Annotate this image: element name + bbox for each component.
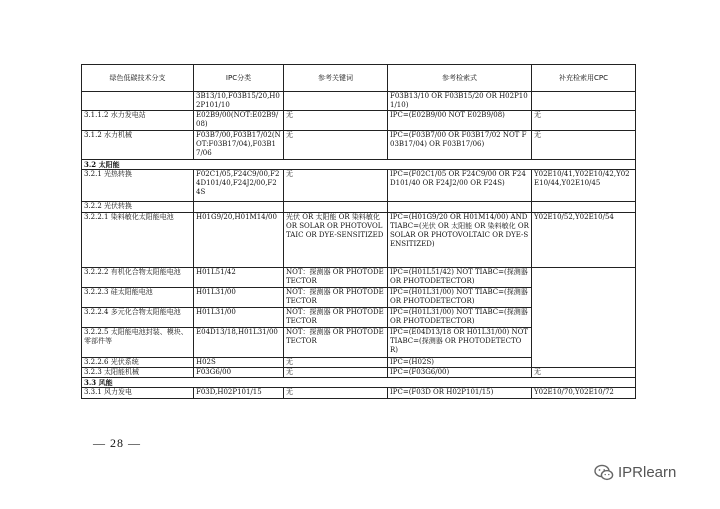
table-row: [82, 202, 636, 213]
cell-ipc: F03G6/00: [194, 368, 284, 378]
cell-query: IPC=(F03D OR H02P101/15): [388, 388, 532, 399]
cell-keywords: 无: [284, 111, 388, 131]
cell-branch: 3.2.2 光伏转换: [82, 202, 194, 213]
section-heading: 3.2 太阳能: [82, 160, 636, 170]
cell-keywords: [284, 202, 388, 213]
cell-keywords: [284, 92, 388, 111]
cell-keywords: NOT：探测器 OR PHOTODETECTOR: [284, 288, 388, 308]
cell-query: IPC=(H01G9/20 OR H01M14/00) AND TIABC=(光伏 OR 太阳能 OR 染料敏化 OR SOLAR OR PHOTOVOLTAIC OR DYE-SENSITIZED): [388, 213, 532, 268]
cell-query: IPC=(F03G6/00): [388, 368, 532, 378]
table-row: [82, 92, 636, 111]
table-row: [82, 268, 636, 288]
cell-query: F03B13/10 OR F03B15/20 OR H02P101/10): [388, 92, 532, 111]
table-row: [82, 131, 636, 160]
cell-cpc: [532, 202, 636, 213]
table-row: [82, 170, 636, 202]
watermark: [594, 464, 676, 481]
cell-ipc: F03D,H02P101/15: [194, 388, 284, 399]
cell-query: IPC=(E04D13/18 OR H01L31/00) NOT TIABC=(探测器 OR PHOTODETECTOR): [388, 328, 532, 358]
cell-branch: 3.2.2.2 有机化合物太阳能电池: [82, 268, 194, 288]
cell-query: IPC=(F02C1/05 OR F24C9/00 OR F24D101/40 OR F24J2/00 OR F24S): [388, 170, 532, 202]
page-number: — 28 —: [93, 436, 141, 450]
cell-query: IPC=(H01L51/42) NOT TIABC=(探测器 OR PHOTODETECTOR): [388, 268, 532, 288]
cell-keywords: NOT：探测器 OR PHOTODETECTOR: [284, 328, 388, 358]
cell-ipc: H01L31/00: [194, 308, 284, 328]
cell-ipc: E02B9/00(NOT:E02B9/08): [194, 111, 284, 131]
section-heading: 3.3 风能: [82, 378, 636, 388]
cell-keywords: NOT：探测器 OR PHOTODETECTOR: [284, 268, 388, 288]
cell-branch: 3.2.2.5 太阳能电池封装、模块、零部件等: [82, 328, 194, 358]
cell-ipc: 3B13/10,F03B15/20,H02P101/10: [194, 92, 284, 111]
cell-cpc: Y02E10/70,Y02E10/72: [532, 388, 636, 399]
cell-query: IPC=(H02S): [388, 358, 532, 368]
cell-ipc: F03B7/00,F03B17/02(NOT:F03B17/04),F03B17/06: [194, 131, 284, 160]
cell-query: IPC=(F03B7/00 OR F03B17/02 NOT F03B17/04) OR F03B17/06): [388, 131, 532, 160]
section-row: [82, 378, 636, 388]
header-keywords: 参考关键词: [284, 65, 388, 92]
cell-branch: 3.1.2 水力机械: [82, 131, 194, 160]
cell-cpc: Y02E10/52,Y02E10/54: [532, 213, 636, 268]
cell-query: [388, 202, 532, 213]
patent-classification-table: [81, 64, 636, 399]
cell-ipc: H02S: [194, 358, 284, 368]
cell-cpc: [532, 92, 636, 111]
cell-ipc: H01G9/20,H01M14/00: [194, 213, 284, 268]
cell-branch: 3.2.3 太阳能机械: [82, 368, 194, 378]
header-ipc: IPC分类: [194, 65, 284, 92]
table-row: [82, 388, 636, 399]
cell-keywords: 无: [284, 131, 388, 160]
cell-cpc: 无: [532, 131, 636, 160]
cell-branch: 3.2.1 光热转换: [82, 170, 194, 202]
table-row: [82, 213, 636, 268]
table-row: [82, 368, 636, 378]
header-query: 参考检索式: [388, 65, 532, 92]
header-branch: 绿色低碳技术分支: [82, 65, 194, 92]
cell-keywords: NOT：探测器 OR PHOTODETECTOR: [284, 308, 388, 328]
cell-branch: 3.2.2.6 光伏系统: [82, 358, 194, 368]
cell-cpc: [532, 268, 636, 368]
cell-cpc: Y02E10/41,Y02E10/42,Y02E10/44,Y02E10/45: [532, 170, 636, 202]
cell-ipc: H01L51/42: [194, 268, 284, 288]
cell-query: IPC=(H01L31/00) NOT TIABC=(探测器 OR PHOTODETECTOR): [388, 308, 532, 328]
cell-branch: 3.2.2.1 染料敏化太阳能电池: [82, 213, 194, 268]
cell-ipc: E04D13/18,H01L31/00: [194, 328, 284, 358]
table-body: [82, 92, 636, 399]
cell-branch: 3.1.1.2 水力发电站: [82, 111, 194, 131]
cell-keywords: 无: [284, 358, 388, 368]
cell-keywords: 无: [284, 170, 388, 202]
cell-branch: 3.2.2.4 多元化合物太阳能电池: [82, 308, 194, 328]
header-cpc: 补充检索用CPC: [532, 65, 636, 92]
table-row: [82, 111, 636, 131]
cell-cpc: 无: [532, 368, 636, 378]
cell-keywords: 无: [284, 388, 388, 399]
wechat-icon: [594, 464, 614, 481]
cell-query: IPC=(E02B9/00 NOT E02B9/08): [388, 111, 532, 131]
header-row: [82, 65, 636, 92]
cell-branch: 3.2.2.3 硅太阳能电池: [82, 288, 194, 308]
cell-branch: 3.3.1 风力发电: [82, 388, 194, 399]
cell-cpc: 无: [532, 111, 636, 131]
section-row: [82, 160, 636, 170]
cell-keywords: 无: [284, 368, 388, 378]
cell-ipc: H01L31/00: [194, 288, 284, 308]
cell-branch: [82, 92, 194, 111]
cell-keywords: 光伏 OR 太阳能 OR 染料敏化 OR SOLAR OR PHOTOVOLTAIC OR DYE-SENSITIZED: [284, 213, 388, 268]
cell-ipc: [194, 202, 284, 213]
cell-ipc: F02C1/05,F24C9/00,F24D101/40,F24J2/00,F24S: [194, 170, 284, 202]
cell-query: IPC=(H01L31/00) NOT TIABC=(探测器 OR PHOTODETECTOR): [388, 288, 532, 308]
watermark-text: IPRlearn: [618, 464, 677, 481]
